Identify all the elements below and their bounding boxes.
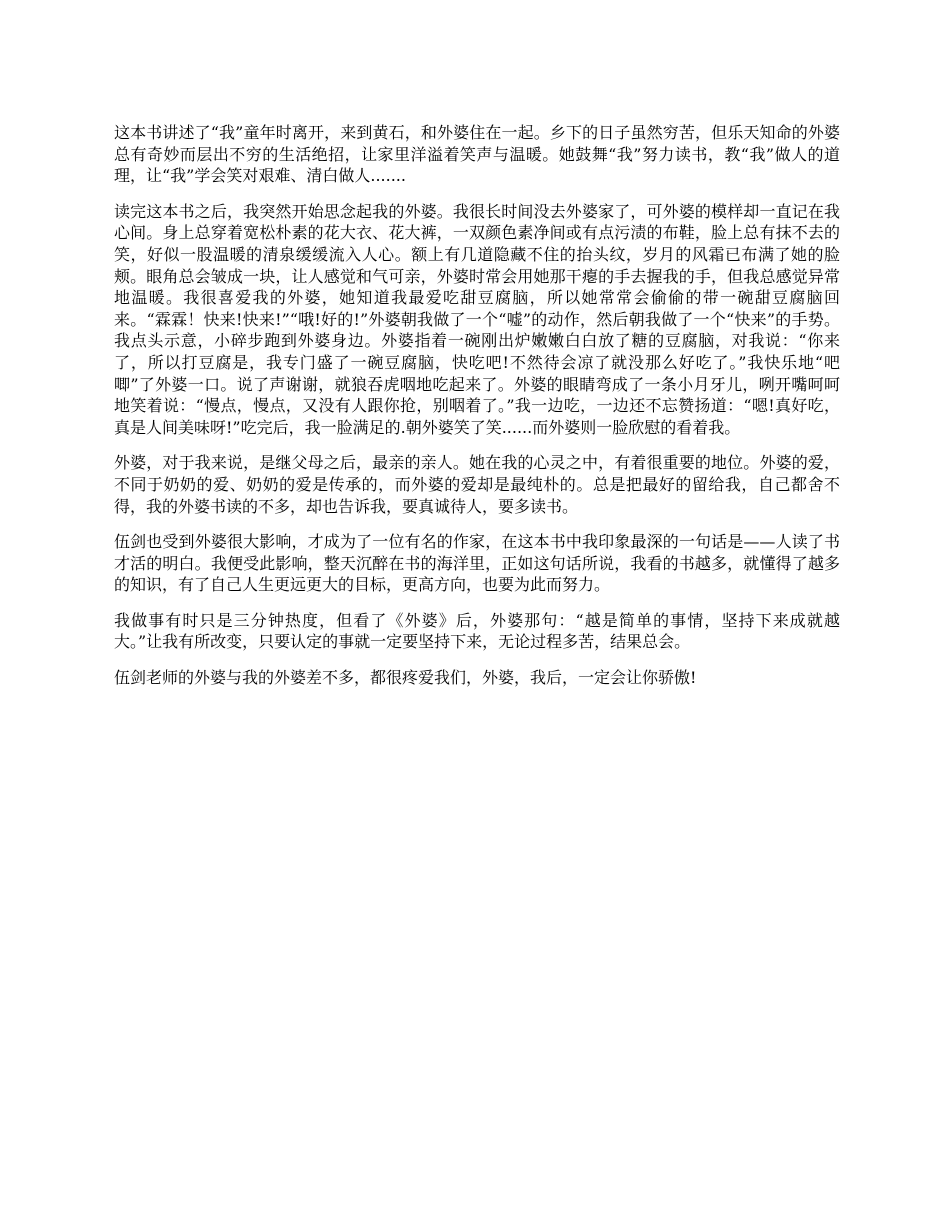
paragraph-persistence: 我做事有时只是三分钟热度，但看了《外婆》后，外婆那句：“越是简单的事情，坚持下来成就越大。”让我有所改变，只要认定的事就一定要坚持下来，无论过程多苦，结果总会。 — [114, 610, 840, 652]
paragraph-conclusion: 伍剑老师的外婆与我的外婆差不多，都很疼爱我们，外婆，我后，一定会让你骄傲! — [114, 668, 697, 688]
document-body — [114, 122, 840, 703]
paragraph-grandma-love: 外婆，对于我来说，是继父母之后，最亲的亲人。她在我的心灵之中，有着很重要的地位。外婆的爱，不同于奶奶的爱、奶奶的爱是传承的，而外婆的爱却是最纯朴的。总是把最好的留给我，自己都舍不得，我的外婆书读的不多，却也告诉我，要真诚待人，要多读书。 — [114, 453, 840, 516]
paragraph-intro: 这本书讲述了“我”童年时离开，来到黄石，和外婆住在一起。乡下的日子虽然穷苦，但乐天知命的外婆总有奇妙而层出不穷的生活绝招，让家里洋溢着笑声与温暖。她鼓舞“我”努力读书，教“我”做人的道理，让“我”学会笑对艰难、清白做人....... — [114, 123, 840, 186]
paragraph-memory-of-grandma: 读完这本书之后，我突然开始思念起我的外婆。我很长时间没去外婆家了，可外婆的模样却一直记在我心间。身上总穿着宽松朴素的花大衣、花大裤，一双颜色素净间或有点污渍的布鞋，脸上总有抹不去的笑，好似一股温暖的清泉缓缓流入人心。额上有几道隐藏不住的抬头纹，岁月的风霜已布满了她的脸颊。眼角总会皱成一块，让人感觉和气可亲，外婆时常会用她那干瘪的手去握我的手，但我总感觉异常地温暖。我很喜爱我的外婆，她知道我最爱吃甜豆腐脑，所以她常常会偷偷的带一碗甜豆腐脑回来。“霖霖！快来!快来!”“哦!好的!”外婆朝我做了一个“嘘”的动作，然后朝我做了一个“快来”的手势。我点头示意，小碎步跑到外婆身边。外婆指着一碗刚出炉嫩嫩白白放了糖的豆腐脑，对我说：“你来了，所以打豆腐是，我专门盛了一碗豆腐脑，快吃吧!不然待会凉了就没那么好吃了。”我快乐地“吧唧”了外婆一口。说了声谢谢，就狼吞虎咽地吃起来了。外婆的眼睛弯成了一条小月牙儿，咧开嘴呵呵地笑着说：“慢点，慢点，又没有人跟你抢，别咽着了。”我一边吃，一边还不忘赞扬道：“嗯!真好吃，真是人间美味呀!”吃完后，我一脸满足的.朝外婆笑了笑......而外婆则一脸欣慰的看着我。 — [114, 201, 840, 437]
paragraph-author-influence: 伍剑也受到外婆很大影响，才成为了一位有名的作家，在这本书中我印象最深的一句话是——人读了书才活的明白。我便受此影响，整天沉醉在书的海洋里，正如这句话所说，我看的书越多，就懂得了越多的知识，有了自己人生更远更大的目标，更高方向，也要为此而努力。 — [114, 532, 840, 595]
